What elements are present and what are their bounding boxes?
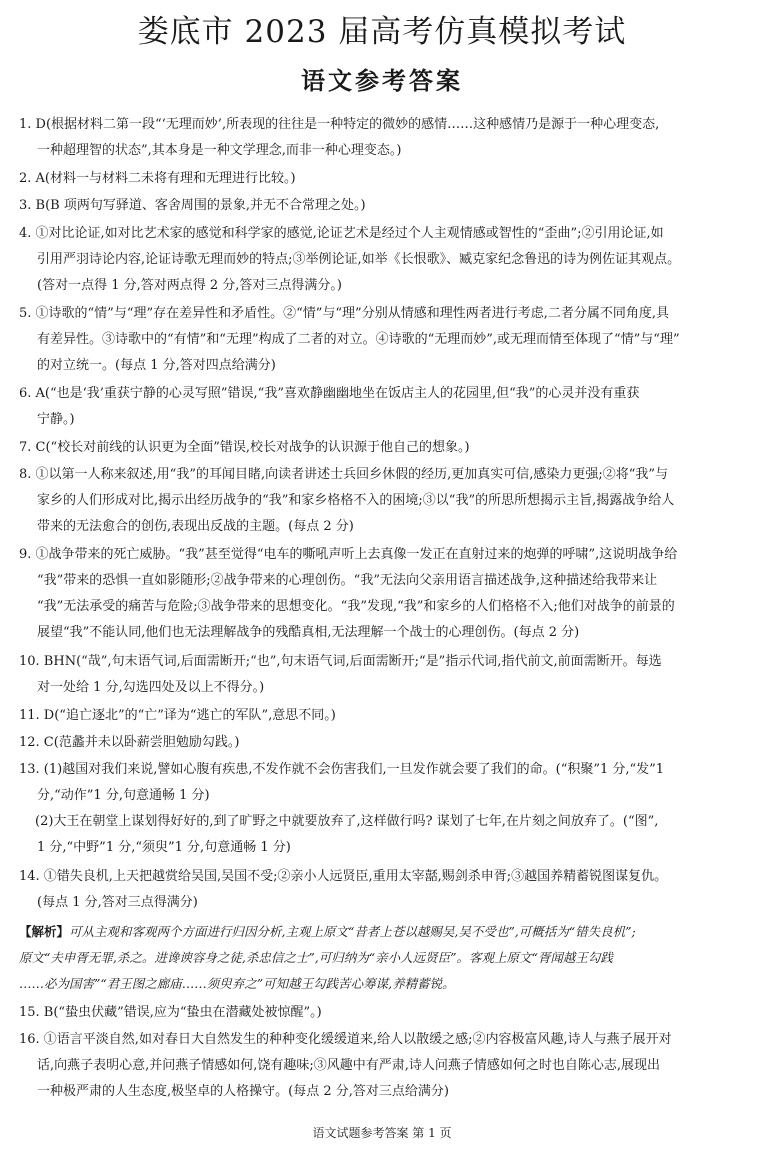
answer-line: 12. C(范蠡并未以卧薪尝胆勉励勾践。) xyxy=(19,735,240,750)
answer-15 xyxy=(19,1000,754,1026)
answer-4 xyxy=(19,221,754,299)
answer-line: 5. ①诗歌的“情”与“理”存在差异性和矛盾性。②“情”与“理”分别从情感和理性两者进行考虑,二者分属不同角度,具 xyxy=(19,306,669,321)
answer-16 xyxy=(19,1027,754,1105)
answer-line: (每点 1 分,答对三点得满分) xyxy=(37,895,198,910)
answer-5 xyxy=(19,301,754,379)
answer-line: 11. D(“追亡逐北”的“亡”译为“逃亡的军队”,意思不同。) xyxy=(19,708,336,723)
answer-line: 一种超理智的状态”,其本身是一种文学理念,而非一种心理变态。) xyxy=(37,143,402,158)
answer-8 xyxy=(19,462,754,540)
answer-line: “我”带来的恐惧一直如影随形;②战争带来的心理创伤。“我”无法向父亲用语言描述战争,这种描述给我带来让 xyxy=(37,573,658,588)
answer-line: 6. A(“也是‘我’重获宁静的心灵写照”错误,“我”喜欢静幽幽地坐在饭店主人的花园里,但“我”的心灵并没有重获 xyxy=(19,386,640,401)
analysis-tag: 【解析】 xyxy=(19,924,70,939)
answer-line: 有差异性。③诗歌中的“有情”和“无理”构成了二者的对立。④诗歌的“无理而妙”,或无理而情至体现了“情”与“理” xyxy=(37,332,680,347)
answer-line: 9. ①战争带来的死亡威胁。“我”甚至觉得“电车的嘶吼声听上去真像一发正在直射过来的炮弹的呼啸”,这说明战争给 xyxy=(19,547,678,562)
exam-title: 娄底市 2023 届高考仿真模拟考试 xyxy=(137,14,627,50)
analysis-line: ……必为国害”“君王图之廊庙……须臾弃之”可知越王勾践苦心筹谋,养精蓄锐。 xyxy=(19,976,455,991)
answer-line: 4. ①对比论证,如对比艺术家的感觉和科学家的感觉,论证艺术是经过个人主观情感或智性的“歪曲”;②引用论证,如 xyxy=(19,226,664,241)
answer-7 xyxy=(19,435,754,461)
answer-6 xyxy=(19,381,754,433)
answer-2 xyxy=(19,166,754,192)
answer-line: 带来的无法愈合的创伤,表现出反战的主题。(每点 2 分) xyxy=(37,519,354,534)
answer-9 xyxy=(19,542,754,646)
analysis-line: 原文“夫申胥无罪,杀之。进谗谀容身之徒,杀忠信之士”,可归纳为“亲小人远贤臣”。客观上原文“胥闻越王勾践 xyxy=(19,950,613,965)
answer-line: 13. (1)越国对我们来说,譬如心腹有疾患,不发作就不会伤害我们,一旦发作就会要了我们的命。(“积聚”1 分,“发”1 xyxy=(19,762,665,777)
answer-13 xyxy=(19,757,754,861)
answer-line: 14. ①错失良机,上天把越赏给吴国,吴国不受;②亲小人远贤臣,重用太宰嚭,赐剑杀申胥;③越国养精蓄锐图谋复仇。 xyxy=(19,869,668,884)
analysis-line: 可从主观和客观两个方面进行归因分析,主观上原文“昔者上苍以越赐吴,吴不受也”,可概括为“错失良机”; xyxy=(69,924,636,939)
answer-line: 1 分,“中野”1 分,“须臾”1 分,句意通畅 1 分) xyxy=(37,840,291,855)
analysis-note xyxy=(19,919,754,997)
answer-line: 7. C(“校长对前线的认识更为全面”错误,校长对战争的认识源于他自己的想象。) xyxy=(19,440,470,455)
answer-line: 话,向燕子表明心意,并问燕子情感如何,饶有趣味;③风趣中有严肃,诗人问燕子情感如何之时也自陈心志,展现出 xyxy=(37,1058,661,1073)
answer-line: 一种极严肃的人生态度,极坚卓的人格操守。(每点 2 分,答对三点给满分) xyxy=(37,1084,449,1099)
answer-line: 的对立统一。(每点 1 分,答对四点给满分) xyxy=(37,358,276,373)
answer-3 xyxy=(19,193,754,219)
answer-line: 2. A(材料一与材料二未将有理和无理进行比较。) xyxy=(19,171,296,186)
answer-1 xyxy=(19,112,754,164)
answer-12 xyxy=(19,730,754,756)
answer-line: 家乡的人们形成对比,揭示出经历战争的“我”和家乡格格不入的困境;③以“我”的所思所想揭示主旨,揭露战争给人 xyxy=(37,493,675,508)
answer-line: 8. ①以第一人称来叙述,用“我”的耳闻目睹,向读者讲述士兵回乡休假的经历,更加真实可信,感染力更强;②将“我”与 xyxy=(19,467,669,482)
answer-line: 3. B(B 项两句写驿道、客舍周围的景象,并无不合常理之处。) xyxy=(19,198,366,213)
answer-key-heading: 语文参考答案 xyxy=(301,67,463,95)
answer-line: 15. B(“蛰虫伏藏”错误,应为“蛰虫在潜藏处被惊醒”。) xyxy=(19,1005,322,1020)
answer-11 xyxy=(19,703,754,729)
answer-line: 对一处给 1 分,勾选四处及以上不得分。) xyxy=(37,680,265,695)
answer-line: “我”无法承受的痛苦与危险;③战争带来的思想变化。“我”发现,“我”和家乡的人们格格不入;他们对战争的前景的 xyxy=(37,599,675,614)
page-footer: 语文试题参考答案 第 1 页 xyxy=(312,1126,452,1140)
answer-line: 宁静。) xyxy=(37,412,75,427)
answer-line: 引用严羽诗论内容,论证诗歌无理而妙的特点;③举例论证,如举《长恨歌》、臧克家纪念鲁迅的诗为例佐证其观点。 xyxy=(37,252,681,267)
answer-line: 1. D(根据材料二第一段“‘无理而妙’,所表现的往往是一种特定的微妙的感情……这种感情乃是源于一种心理变态, xyxy=(19,117,660,132)
answer-10 xyxy=(19,649,754,701)
answer-line: (答对一点得 1 分,答对两点得 2 分,答对三点得满分。) xyxy=(37,278,342,293)
answer-line: 展望“我”不能认同,他们也无法理解战争的残酷真相,无法理解一个战士的心理创伤。(每点 2 分) xyxy=(37,625,580,640)
answer-line: 10. BHN(“哉”,句末语气词,后面需断开;“也”,句末语气词,后面需断开;“是”指示代词,指代前文,前面需断开。每选 xyxy=(19,654,662,669)
answer-14 xyxy=(19,864,754,916)
answer-line: (2)大王在朝堂上谋划得好好的,到了旷野之中就要放弃了,这样做行吗? 谋划了七年,在片刻之间放弃了。(“图”, xyxy=(35,814,659,829)
answer-line: 16. ①语言平淡自然,如对春日大自然发生的种种变化缓缓道来,给人以散缓之感;②内容极富风趣,诗人与燕子展开对 xyxy=(19,1032,672,1047)
answer-line: 分,“动作”1 分,句意通畅 1 分) xyxy=(37,788,210,803)
